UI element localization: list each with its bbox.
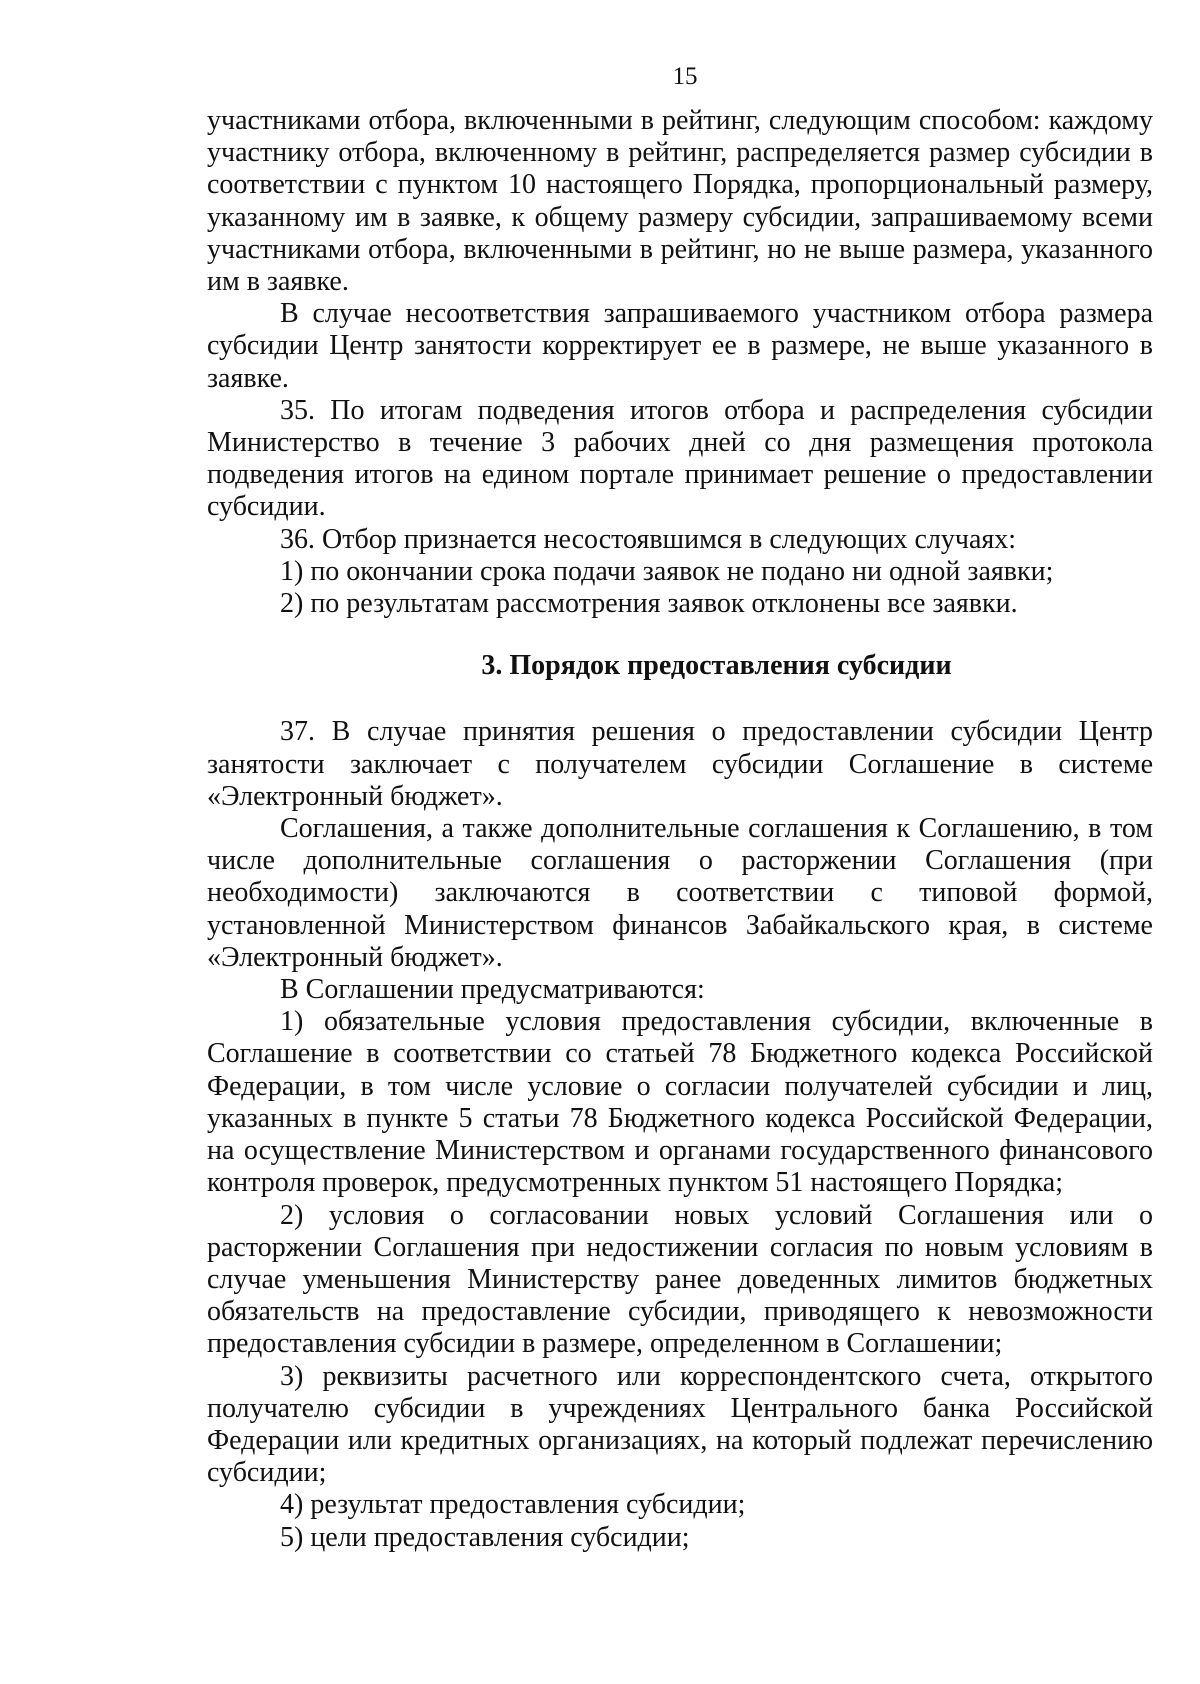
paragraph: В Соглашении предусматриваются: <box>280 974 705 1006</box>
list-item: 1) по окончании срока подачи заявок не подано ни одной заявки; <box>280 555 1054 587</box>
list-item: 5) цели предоставления субсидии; <box>280 1521 690 1553</box>
section-heading: 3. Порядок предоставления субсидии <box>481 650 952 682</box>
list-item: 3) реквизиты расчетного или корреспондентского счета, открытого получателю субсидии в учреждениях Центрального банка Российской Федерации или кредитных организациях, на который подлежат перечислению субсидии; <box>207 1360 1153 1489</box>
paragraph: В случае несоответствия запрашиваемого участником отбора размера субсидии Центр занятости корректирует ее в размере, не выше указанного в заявке. <box>207 298 1153 394</box>
paragraph-item-35: 35. По итогам подведения итогов отбора и распределения субсидии Министерство в течение 3 рабочих дней со дня размещения протокола подведения итогов на едином портале принимает решение о предоставлении субсидии. <box>207 394 1153 523</box>
paragraph: Соглашения, а также дополнительные соглашения к Соглашению, в том числе дополнительные соглашения о расторжении Соглашения (при необходимости) заключаются в соответствии с типовой формой, установленной Министерством финансов Забайкальского края, в системе «Электронный бюджет». <box>207 813 1153 973</box>
document-body <box>207 105 1153 1554</box>
list-item: 1) обязательные условия предоставления субсидии, включенные в Соглашение в соответствии со статьей 78 Бюджетного кодекса Российской Федерации, в том числе условие о согласии получателей субсидии и лиц, указанных в пункте 5 статьи 78 Бюджетного кодекса Российской Федерации, на осуществление Министерством и органами государственного финансового контроля проверок, предусмотренных пунктом 51 настоящего Порядка; <box>207 1006 1153 1199</box>
list-item: 2) условия о согласовании новых условий Соглашения или о расторжении Соглашения при недостижении согласия по новым условиям в случае уменьшения Министерству ранее доведенных лимитов бюджетных обязательств на предоставление субсидии, приводящего к невозможности предоставления субсидии в размере, определенном в Соглашении; <box>207 1199 1153 1360</box>
paragraph-item-36: 36. Отбор признается несостоявшимся в следующих случаях: <box>280 523 1017 555</box>
list-item: 2) по результатам рассмотрения заявок отклонены все заявки. <box>280 588 1018 620</box>
list-item: 4) результат предоставления субсидии; <box>280 1489 746 1521</box>
paragraph-item-37: 37. В случае принятия решения о предоставлении субсидии Центр занятости заключает с получателем субсидии Соглашение в системе «Электронный бюджет». <box>207 716 1153 812</box>
paragraph-continuation: участниками отбора, включенными в рейтинг, следующим способом: каждому участнику отбора, включенному в рейтинг, распределяется размер субсидии в соответствии с пунктом 10 настоящего Порядка, пропорциональный размеру, указанному им в заявке, к общему размеру субсидии, запрашиваемому всеми участниками отбора, включенными в рейтинг, но не выше размера, указанного им в заявке. <box>207 105 1153 298</box>
page-number: 15 <box>672 63 698 90</box>
